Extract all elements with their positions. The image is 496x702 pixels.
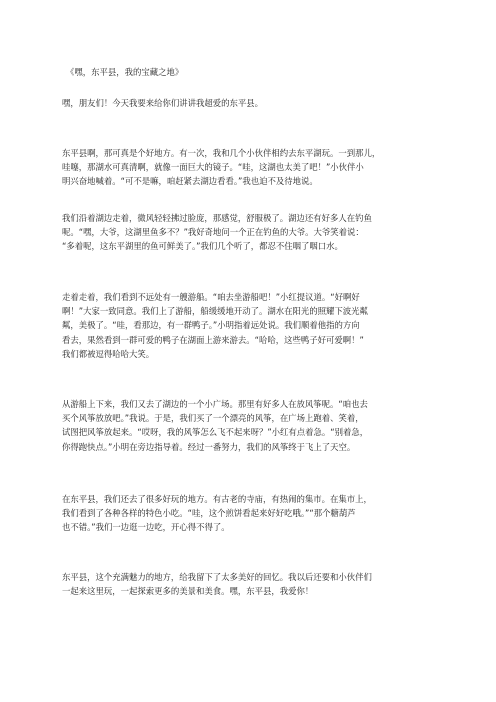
paragraph-line: 嘿，朋友们！今天我要来给你们讲讲我超爱的东平县。: [62, 98, 263, 108]
paragraph-line: 在东平县，我们还去了很多好玩的地方。有古老的寺庙，有热闹的集市。在集市上，: [62, 494, 372, 504]
paragraph-kite: [62, 397, 442, 454]
paragraph-line: 我们沿着湖边走着，微风轻轻拂过脸庞，那感觉，舒服极了。湖边还有好多人在钓鱼: [62, 213, 372, 223]
paragraph-line: 东平县，这个充满魅力的地方，给我留下了太多美好的回忆。我以后还要和小伙伴们: [62, 572, 372, 582]
paragraph-conclusion: [62, 570, 442, 598]
paragraph-line: 你得跑快点。”小明在旁边指导着。经过一番努力，我们的风筝终于飞上了天空。: [62, 441, 356, 452]
paragraph-line: 呢。“嘿，大爷，这湖里鱼多不？”我好奇地问一个正在钓鱼的大爷。大爷笑着说：: [62, 227, 364, 238]
paragraph-line: 买个风筝放放吧。”我说。于是，我们买了一个漂亮的风筝，在广场上跑着、笑着，: [62, 413, 364, 424]
paragraph-line: 走着走着，我们看到不远处有一艘游船。“咱去坐游船吧！”小红提议道。“好啊好: [62, 292, 360, 302]
paragraph-line: 试图把风筝放起来。“哎呀，我的风筝怎么飞不起来呀？”小红有点着急。“别着急，: [62, 427, 369, 438]
paragraph-line: 哇噻，那湖水可真清啊，就像一面巨大的镜子。“哇，这湖也太美了吧！”小伙伴小: [62, 162, 364, 173]
paragraph-line: 东平县啊，那可真是个好地方。有一次，我和几个小伙伴相约去东平湖玩。一到那儿，: [62, 148, 381, 158]
paragraph-line: 我们都被逗得哈哈大笑。: [62, 348, 155, 359]
paragraph-line: 啊！”大家一致同意。我们上了游船，船缓缓地开动了。湖水在阳光的照耀下波光粼: [62, 306, 368, 317]
paragraph-market: [62, 492, 442, 535]
paragraph-line: 从游船上下来，我们又去了湖边的一个小广场。那里有好多人在放风筝呢。“咱也去: [62, 399, 368, 409]
paragraph-line: 看去，果然看到一群可爱的鸭子在湖面上游来游去。“哈哈，这些鸭子好可爱啊！”: [62, 334, 364, 345]
paragraph-line: 我们看到了各种各样的特色小吃。“哇，这个煎饼看起来好好吃哦。”“那个糖葫芦: [62, 508, 356, 519]
paragraph-intro: [62, 96, 442, 110]
paragraph-fishing: [62, 211, 442, 254]
paragraph-line: 也不错。”我们一边逛一边吃，开心得不得了。: [62, 522, 230, 533]
paragraph-line: 一起来这里玩，一起探索更多的美景和美食。嘿，东平县，我爱你！: [62, 586, 314, 597]
paragraph-line: 明兴奋地喊着。“可不是嘛，咱赶紧去湖边看看。”我也迫不及待地说。: [62, 176, 318, 187]
paragraph-lake-visit: [62, 146, 442, 189]
paragraph-boat: [62, 290, 442, 361]
paragraph-line: 粼，美极了。“哇，看那边，有一群鸭子。”小明指着远处说。我们顺着他指的方向: [62, 320, 360, 331]
document-title: 《嘿，东平县，我的宝藏之地》: [66, 67, 184, 77]
paragraph-line: “多着呢，这东平湖里的鱼可鲜美了。”我们几个听了，都忍不住咽了咽口水。: [62, 241, 343, 252]
